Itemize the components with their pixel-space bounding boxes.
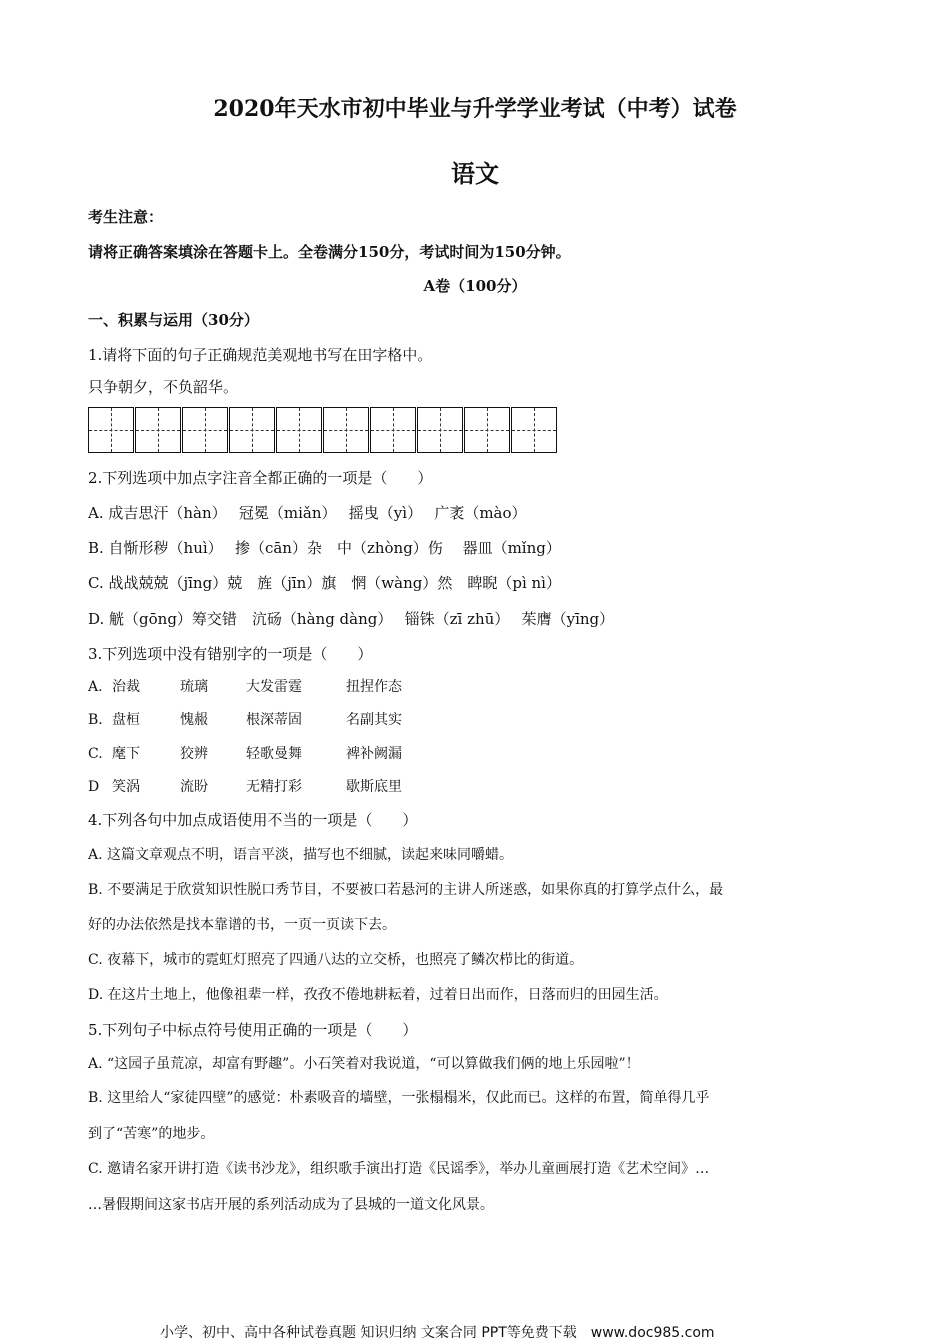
question-4-option-c: C. 夜幕下，城市的霓虹灯照亮了四通八达的立交桥，也照亮了鳞次栉比的街道。: [88, 952, 584, 968]
question-2-option-d: D. 觥（gōng）筹交错 沆砀（hàng dàng） 锱铢（zī zhū） 茱膺（yīng）: [88, 610, 615, 628]
question-1: 1.请将下面的句子正确规范美观地书写在田字格中。: [88, 346, 433, 364]
question-5-option-c-line1: C. 邀请名家开讲打造《读书沙龙》，组织歌手演出打造《民谣季》，举办儿童画展打造《艺术空间》…: [88, 1161, 710, 1177]
option-word: 狡辨: [180, 746, 208, 762]
grid-cell: [370, 407, 416, 453]
volume-heading: A卷（100分）: [423, 277, 527, 295]
question-2-option-c: C. 战战兢兢（jīng）兢 旌（jīn）旗 惘（wàng）然 睥睨（pì nì）: [88, 574, 561, 592]
question-4: 4.下列各句中加点成语使用不当的一项是（ ）: [88, 811, 418, 829]
question-5-option-b-line1: B. 这里给人“家徒四壁”的感觉：朴素吸音的墙壁，一张榻榻米，仅此而已。这样的布置，简单得几乎: [88, 1090, 710, 1106]
notice-label: 考生注意：: [88, 208, 164, 226]
option-word: 治裁: [112, 679, 140, 695]
option-letter: C.: [88, 746, 103, 762]
option-word: 歇斯底里: [346, 779, 402, 795]
question-5: 5.下列句子中标点符号使用正确的一项是（ ）: [88, 1021, 418, 1039]
section-heading: 一、积累与运用（30分）: [88, 311, 259, 329]
grid-cell: [276, 407, 322, 453]
question-3-option-c: [88, 744, 402, 764]
option-word: 流盼: [180, 779, 208, 795]
question-2: 2.下列选项中加点字注音全都正确的一项是（ ）: [88, 469, 433, 487]
question-4-option-b-line1: B. 不要满足于欣赏知识性脱口秀节目，不要被口若悬河的主讲人所迷惑，如果你真的打算学点什么，最: [88, 882, 724, 898]
grid-cell: [323, 407, 369, 453]
question-4-option-d: D. 在这片土地上，他像祖辈一样，孜孜不倦地耕耘着，过着日出而作，日落而归的田园生活。: [88, 987, 668, 1003]
question-2-option-a: A. 成吉思汗（hàn） 冠冕（miǎn） 摇曳（yì） 广袤（mào）: [88, 504, 527, 522]
option-word: 轻歌曼舞: [246, 746, 302, 762]
grid-cell: [88, 407, 134, 453]
option-word: 愧赧: [180, 712, 208, 728]
option-word: 无精打彩: [246, 779, 302, 795]
option-letter: D: [88, 779, 100, 795]
question-3: 3.下列选项中没有错别字的一项是（ ）: [88, 645, 373, 663]
notice-text: 请将正确答案填涂在答题卡上。全卷满分150分，考试时间为150分钟。: [88, 243, 571, 261]
tianzige-grid: [88, 407, 558, 453]
question-5-option-c-line2: …暑假期间这家书店开展的系列活动成为了县城的一道文化风景。: [88, 1197, 494, 1213]
option-word: 名副其实: [346, 712, 402, 728]
option-word: 麾下: [112, 746, 140, 762]
option-word: 盘桓: [112, 712, 140, 728]
grid-cell: [229, 407, 275, 453]
option-letter: B.: [88, 712, 103, 728]
question-2-option-b: B. 自惭形秽（huì） 掺（cān）杂 中（zhòng）伤 器皿（mǐng）: [88, 539, 561, 557]
option-word: 扭捏作态: [346, 679, 402, 695]
question-3-option-d: [88, 777, 402, 797]
question-1-sentence: 只争朝夕，不负韶华。: [88, 378, 239, 396]
subject-title: 语文: [451, 159, 499, 188]
option-word: 大发雷霆: [246, 679, 302, 695]
grid-cell: [464, 407, 510, 453]
grid-cell: [417, 407, 463, 453]
grid-cell: [182, 407, 228, 453]
question-4-option-b-line2: 好的办法依然是找本靠谱的书，一页一页读下去。: [88, 917, 396, 933]
option-word: 笑涡: [112, 779, 140, 795]
question-4-option-a: A. 这篇文章观点不明，语言平淡，描写也不细腻，读起来味同嚼蜡。: [88, 847, 514, 863]
option-word: 裨补阙漏: [346, 746, 402, 762]
option-word: 根深蒂固: [246, 712, 302, 728]
question-5-option-a: A. “这园子虽荒凉，却富有野趣”。小石笑着对我说道，“可以算做我们俩的地上乐园啦”！: [88, 1056, 640, 1072]
grid-cell: [135, 407, 181, 453]
question-3-option-a: [88, 677, 402, 697]
grid-cell: [511, 407, 557, 453]
option-letter: A.: [88, 679, 103, 695]
option-word: 琉璃: [180, 679, 208, 695]
question-3-option-b: [88, 710, 402, 730]
exam-title: 2020年天水市初中毕业与升学学业考试（中考）试卷: [213, 96, 737, 122]
question-5-option-b-line2: 到了“苦寒”的地步。: [88, 1126, 215, 1142]
footer-watermark: 小学、初中、高中各种试卷真题 知识归纳 文案合同 PPT等免费下载 www.doc985.com: [160, 1325, 715, 1341]
